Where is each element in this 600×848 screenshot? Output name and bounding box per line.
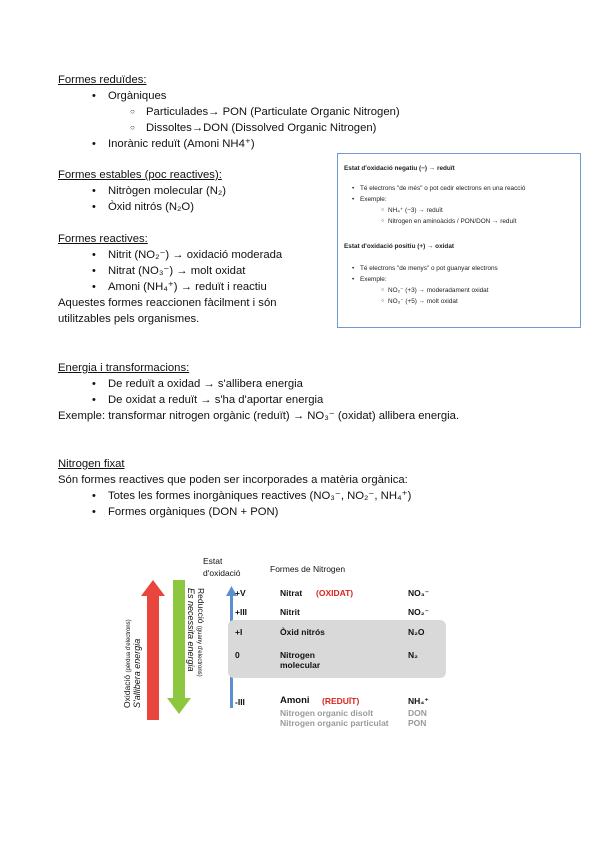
- list-item: • Orgàniques: [108, 88, 166, 104]
- oxidation-label-text: Oxidació: [122, 674, 132, 708]
- list-item: • Òxid nitrós (N₂O): [108, 199, 194, 215]
- note-bullet: • Té electrons "de menys" o pot guanyar electrons: [360, 264, 498, 273]
- list-item: ○ Dissoltes→DON (Dissolved Organic Nitrogen): [146, 120, 376, 136]
- extra-row-name: Nitrogen organic disolt: [280, 708, 374, 718]
- row-formula: N₂O: [408, 627, 425, 637]
- list-item: ○ Particulades→ PON (Particulate Organic Nitrogen): [146, 104, 400, 120]
- row-state: +V: [235, 588, 246, 598]
- row-tag: (REDUÏT): [322, 696, 360, 706]
- row-tag: (OXIDAT): [316, 588, 354, 598]
- list-item: • Nitrògen molecular (N₂): [108, 183, 226, 199]
- row-state: +I: [235, 627, 243, 637]
- forms-header: Formes de Nitrogen: [270, 564, 346, 574]
- list-item: • Amoni (NH₄⁺) → reduït i reactiu: [108, 279, 267, 295]
- row-state: -III: [235, 697, 245, 707]
- list-item: • Nitrit (NO₂⁻) → oxidació moderada: [108, 247, 282, 263]
- row-name: Nitrat: [280, 588, 303, 598]
- list-item: • Formes orgàniques (DON + PON): [108, 504, 278, 520]
- nitrogen-oxidation-diagram: [110, 550, 470, 730]
- note-sub-bullet: ○ NO₃⁻ (+5) → molt oxidat: [388, 297, 458, 306]
- state-header-2: d'oxidació: [203, 568, 241, 578]
- section-title-reduced: Formes reduïdes:: [58, 74, 147, 86]
- row-name: Nitrit: [280, 607, 300, 617]
- row-name: Òxid nitrós: [280, 627, 325, 637]
- note-sub-bullet: ○ Nitrogen en aminoàcids / PON/DON → reduït: [388, 217, 517, 226]
- reduction-sub-text: (guany d'electrons): [196, 625, 202, 677]
- paragraph: utilitzables pels organismes.: [58, 313, 200, 325]
- section-title-reactive: Formes reactives:: [58, 233, 148, 245]
- list-item: • Nitrat (NO₃⁻) → molt oxidat: [108, 263, 245, 279]
- list-item: • Inorànic reduït (Amoni NH4⁺): [108, 136, 255, 152]
- oxidation-sub-text: (pèrdua d'electrons): [126, 619, 132, 673]
- oxidation-energy-label: S'allibera energia: [132, 638, 142, 708]
- row-state: 0: [235, 650, 240, 660]
- note-heading-negative: Estat d'oxidació negatiu (−) → reduït: [344, 165, 455, 172]
- section-title-stable: Formes estables (poc reactives):: [58, 169, 222, 181]
- row-name: Amoni: [280, 695, 310, 706]
- row-state: +III: [235, 607, 248, 617]
- extra-row-name: Nitrogen organic particulat: [280, 718, 389, 728]
- row-name: Nitrogen: [280, 650, 315, 660]
- oxidation-state-note-box: [337, 153, 581, 328]
- red-up-arrow: [141, 580, 165, 720]
- state-header-1: Estat: [203, 556, 223, 566]
- note-bullet: • Exemple:: [360, 275, 387, 284]
- extra-row-formula: DON: [408, 708, 427, 718]
- extra-row-formula: PON: [408, 718, 427, 728]
- paragraph: Són formes reactives que poden ser incorporades a matèria orgànica:: [58, 474, 408, 486]
- paragraph: Exemple: transformar nitrogen orgànic (reduït) → NO₃⁻ (oxidat) allibera energia.: [58, 410, 460, 422]
- list-item: • De oxidat a reduït → s'ha d'aportar energia: [108, 392, 323, 408]
- row-formula: N₂: [408, 650, 418, 660]
- row-name-2: molecular: [280, 660, 321, 670]
- paragraph: Aquestes formes reaccionen fàcilment i són: [58, 297, 277, 309]
- note-bullet: • Té electrons "de més" o pot cedir electrons en una reacció: [360, 184, 525, 193]
- section-title-fixed-nitrogen: Nitrogen fixat: [58, 458, 125, 470]
- reduction-energy-label: Es necessita energia: [186, 588, 196, 672]
- note-sub-bullet: ○ NO₂⁻ (+3) → moderadament oxidat: [388, 286, 489, 295]
- list-item: • De reduït a oxidad → s'allibera energia: [108, 376, 303, 392]
- list-item: • Totes les formes inorgàniques reactives (NO₃⁻, NO₂⁻, NH₄⁺): [108, 488, 411, 504]
- reduction-label-text: Reducció: [196, 588, 206, 624]
- section-title-energy: Energia i transformacions:: [58, 362, 190, 374]
- note-sub-bullet: ○ NH₄⁺ (−3) → reduït: [388, 206, 443, 215]
- row-formula: NO₂⁻: [408, 607, 430, 617]
- note-bullet: • Exemple:: [360, 195, 387, 204]
- row-formula: NO₃⁻: [408, 588, 430, 598]
- row-formula: NH₄⁺: [408, 696, 429, 706]
- note-heading-positive: Estat d'oxidació positiu (+) → oxidat: [344, 243, 454, 250]
